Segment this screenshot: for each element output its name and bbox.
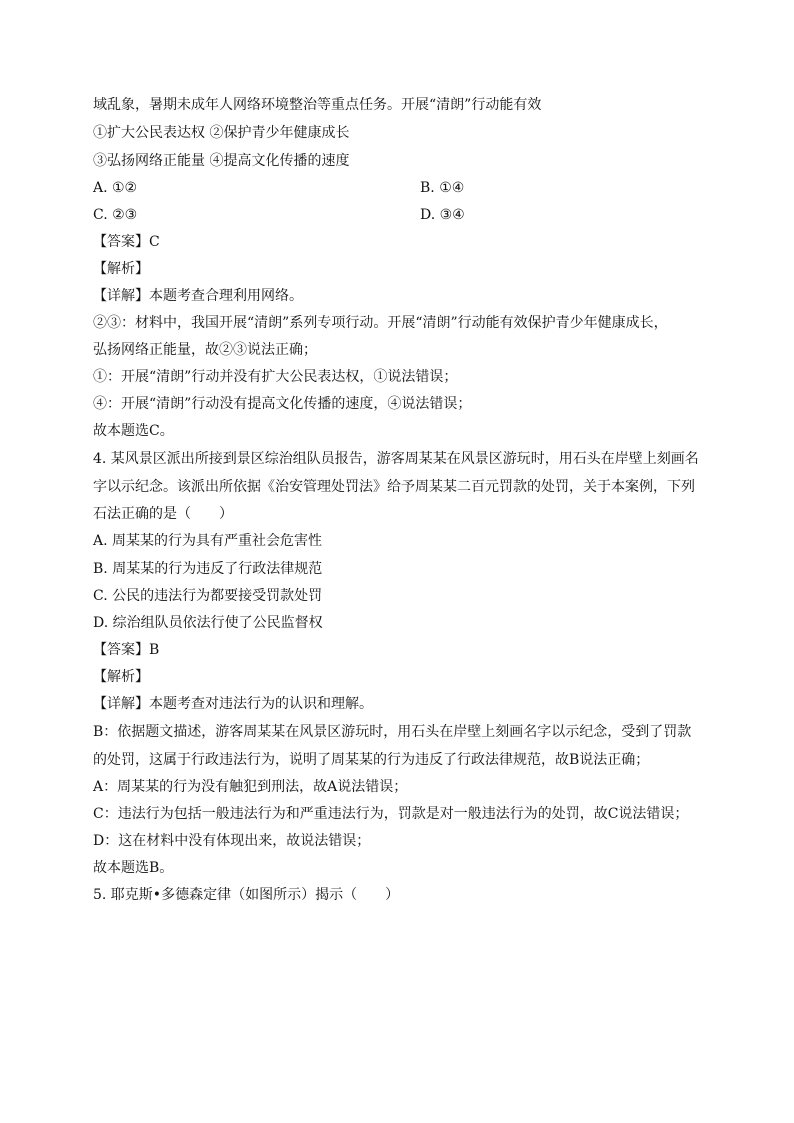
- analysis-label: 【解析】: [93, 669, 149, 685]
- answer-label: 【答案】C: [93, 234, 160, 250]
- explanation-line: ④：开展“清朗”行动没有提高文化传播的速度，④说法错误；: [93, 396, 472, 412]
- option-d: D. ③④: [420, 207, 465, 223]
- explanation-line: ①：开展“清朗”行动并没有扩大公民表达权，①说法错误；: [93, 369, 458, 385]
- explanation-line: B：依据题文描述，游客周某某在风景区游玩时，用石头在岸壁上刻画名字以示纪念，受到了罚款: [93, 724, 692, 740]
- detail-line: 【详解】本题考查合理利用网络。: [93, 288, 303, 304]
- statement-line-1: ①扩大公民表达权 ②保护青少年健康成长: [93, 125, 350, 141]
- explanation-line: ②③：材料中，我国开展“清朗”系列专项行动。开展“清朗”行动能有效保护青少年健康成长，: [93, 315, 668, 331]
- question-4-stem: 字以示纪念。该派出所依据《治安管理处罚法》给予周某某二百元罚款的处罚，关于本案例，下列: [93, 479, 695, 495]
- statement-line-2: ③弘扬网络正能量 ④提高文化传播的速度: [93, 153, 350, 169]
- option-c: C. ②③: [93, 207, 138, 223]
- question-4-stem: 石法正确的是（ ）: [93, 506, 233, 522]
- option-a: A. 周某某的行为具有严重社会危害性: [93, 533, 323, 549]
- explanation-line: A：周某某的行为没有触犯到刑法，故A说法错误；: [93, 779, 408, 795]
- explanation-line: 弘扬网络正能量，故②③说法正确；: [93, 342, 317, 358]
- option-c: C. 公民的违法行为都要接受罚款处罚: [93, 588, 323, 604]
- detail-line: 【详解】本题考查对违法行为的认识和理解。: [93, 696, 373, 712]
- option-b: B. ①④: [420, 180, 465, 196]
- option-d: D. 综治组队员依法行使了公民监督权: [93, 615, 323, 631]
- option-a: A. ①②: [93, 180, 138, 196]
- question-4-stem: 4. 某风景区派出所接到景区综治组队员报告，游客周某某在风景区游玩时，用石头在岸壁上刻画名: [93, 451, 699, 467]
- conclusion-line: 故本题选C。: [93, 423, 174, 439]
- explanation-line: D：这在材料中没有体现出来，故说法错误；: [93, 833, 371, 849]
- question-5-stem: 5. 耶克斯•多德森定律（如图所示）揭示（ ）: [93, 887, 400, 903]
- option-b: B. 周某某的行为违反了行政法律规范: [93, 561, 323, 577]
- explanation-line: C：违法行为包括一般违法行为和严重违法行为，罚款是对一般违法行为的处罚，故C说法错误；: [93, 806, 689, 822]
- question-stem-tail: 域乱象，暑期未成年人网络环境整治等重点任务。开展“清朗”行动能有效: [93, 97, 542, 113]
- analysis-label: 【解析】: [93, 261, 149, 277]
- conclusion-line: 故本题选B。: [93, 860, 174, 876]
- answer-label: 【答案】B: [93, 642, 160, 658]
- explanation-line: 的处罚，这属于行政违法行为，说明了周某某的行为违反了行政法律规范，故B说法正确；: [93, 752, 650, 768]
